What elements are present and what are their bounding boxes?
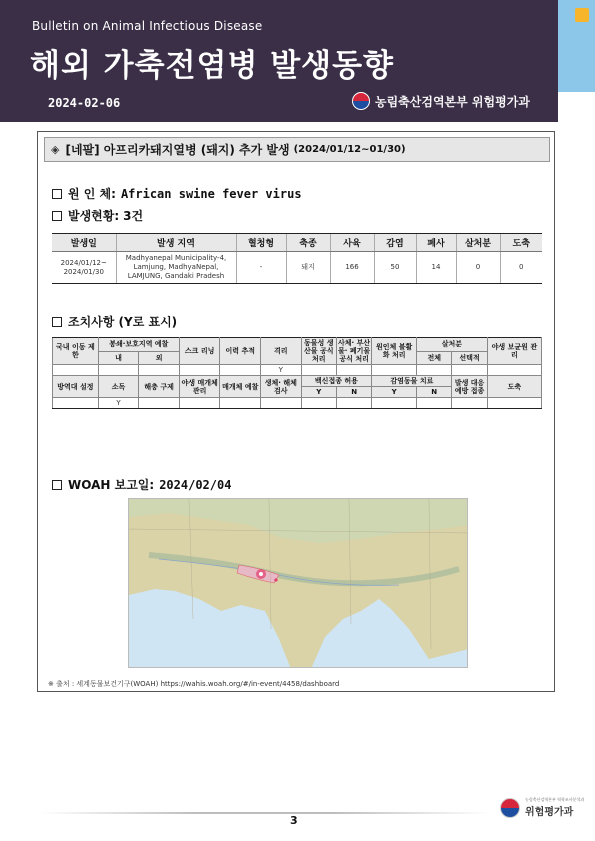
treatment-no: N [417, 387, 452, 398]
checkbox-square-icon [52, 189, 62, 199]
section-period: (2024/01/12~01/30) [293, 144, 406, 155]
vaccination-yes: Y [301, 387, 336, 398]
cell-date: 2024/01/12~ 2024/01/30 [52, 252, 116, 284]
value-cell [336, 365, 371, 376]
measure-outside: 외 [139, 351, 180, 365]
checkbox-square-icon [52, 211, 62, 221]
publish-date: 2024-02-06 [48, 96, 121, 110]
measure-inside: 내 [98, 351, 139, 365]
column-header: 폐사 [416, 234, 456, 252]
value-cell [372, 398, 417, 409]
measure-slaughter: 도축 [487, 376, 541, 398]
agency-name: 농림축산검역본부 위험평가과 [375, 94, 530, 109]
value-cell [98, 365, 139, 376]
outbreak-label: 발생현황: [68, 209, 120, 223]
section-header [44, 137, 550, 162]
header-accent-gap [558, 92, 595, 122]
woah-date: 2024/02/04 [159, 477, 232, 492]
outbreak-value: 3건 [123, 209, 144, 223]
measure-zone: 봉쇄·보호지역 예찰 [98, 338, 179, 352]
value-cell [301, 398, 336, 409]
outbreak-marker-small [274, 578, 277, 581]
measure-pathogen: 원인체 불활화 처리 [372, 338, 417, 365]
outbreak-marker-center [259, 572, 263, 576]
column-header: 발생일 [52, 234, 116, 252]
measure-border: 방역대 설정 [53, 376, 99, 398]
measures-label: 조치사항 (Y로 표시) [68, 315, 178, 329]
cell-region: Madhyanepal Municipality-4, Lamjung, MadhyaNepal, LAMJUNG, Gandaki Pradesh [116, 252, 236, 284]
value-cell [452, 365, 487, 376]
measure-vaccination: 백신접종 허용 [301, 376, 372, 387]
value-cell [261, 398, 302, 409]
map-graphic [129, 499, 468, 668]
value-cell [487, 398, 541, 409]
footer-divider [40, 812, 490, 814]
column-header: 감염 [374, 234, 416, 252]
measure-prevent-slaughter: 발생 대응 예방 접종 [452, 376, 487, 398]
footer-agency-small: 농림축산검역본부 역학조사분석과 [525, 797, 585, 802]
value-cell [179, 365, 220, 376]
measure-treatment: 감염동물 치료 [372, 376, 452, 387]
taeguk-icon [500, 798, 520, 818]
measure-wildlife: 야생 보균원 관리 [487, 338, 541, 365]
outbreak-table [52, 233, 542, 284]
corner-mark [575, 8, 589, 22]
measure-disinfection: 소독 [98, 376, 139, 398]
cause-label: 원 인 체: [68, 187, 116, 201]
measures-header-row-2 [53, 376, 542, 387]
value-cell [220, 398, 261, 409]
value-cell [417, 398, 452, 409]
report-card [37, 131, 555, 692]
cell-kept: 166 [330, 252, 374, 284]
measure-product: 동물성 생산물 공식 처리 [301, 338, 336, 365]
value-quarantine: Y [261, 365, 302, 376]
column-header: 사육 [330, 234, 374, 252]
value-cell [487, 365, 541, 376]
value-cell [53, 398, 99, 409]
column-header: 살처분 [456, 234, 500, 252]
woah-label: WOAH 보고일: [68, 478, 155, 492]
measure-culling: 살처분 [417, 338, 488, 352]
measures-value-row-2 [53, 398, 542, 409]
measures-table [52, 337, 542, 409]
cell-culled: 0 [456, 252, 500, 284]
column-header: 혈청형 [236, 234, 286, 252]
agency-logo [352, 92, 530, 110]
page-number: 3 [290, 814, 298, 827]
measure-carcass: 사체· 부산물· 폐기물 공식 처리 [338, 339, 371, 363]
page-title: 해외 가축전염병 발생동향 [30, 48, 394, 84]
woah-line [52, 476, 231, 493]
table-header-row [52, 234, 542, 252]
value-cell [139, 398, 180, 409]
checkbox-square-icon [52, 317, 62, 327]
measures-line [52, 313, 177, 330]
footer-agency-block [525, 797, 584, 818]
value-cell [336, 398, 371, 409]
value-cell [139, 365, 180, 376]
value-disinfection: Y [98, 398, 139, 409]
diamond-icon: ◈ [51, 143, 60, 156]
measure-cull-all: 전체 [417, 351, 452, 365]
value-cell [417, 365, 452, 376]
outbreak-map [128, 498, 468, 668]
cell-serotype: - [236, 252, 286, 284]
column-header: 도축 [500, 234, 542, 252]
value-cell [452, 398, 487, 409]
cell-infected: 50 [374, 252, 416, 284]
measures-value-row [53, 365, 542, 376]
measure-screening: 스크 리닝 [179, 338, 220, 365]
measure-pest: 해충 구제 [139, 376, 180, 398]
treatment-yes: Y [372, 387, 417, 398]
section-title: [네팔] 아프리카돼지열병 (돼지) 추가 발생 [65, 143, 290, 157]
column-header: 발생 지역 [116, 234, 236, 252]
measure-quarantine: 격리 [261, 338, 302, 365]
value-cell [53, 365, 99, 376]
measures-header-row [53, 338, 542, 352]
checkbox-square-icon [52, 480, 62, 490]
source-note: ※ 출처 : 세계동물보건기구(WOAH) https://wahis.woah.org/#/in-event/4458/dashboard [48, 680, 340, 688]
taeguk-icon [352, 92, 370, 110]
bulletin-label: Bulletin on Animal Infectious Disease [32, 19, 263, 33]
value-cell [220, 365, 261, 376]
value-cell [372, 365, 417, 376]
cell-slaughtered: 0 [500, 252, 542, 284]
vaccination-no: N [336, 387, 371, 398]
cause-line [52, 185, 302, 202]
measure-cull-selective: 선택적 [452, 351, 487, 365]
value-cell [301, 365, 336, 376]
cell-species: 돼지 [286, 252, 330, 284]
measure-wild-vector: 야생 매개체 관리 [179, 376, 220, 398]
table-row [52, 252, 542, 284]
outbreak-line [52, 207, 143, 224]
measure-biopsy: 생체· 해체 검사 [261, 376, 302, 398]
measure-tracing: 이력 추적 [220, 338, 261, 365]
column-header: 축종 [286, 234, 330, 252]
footer-logo [500, 797, 584, 818]
cell-died: 14 [416, 252, 456, 284]
value-cell [179, 398, 220, 409]
measure-domestic: 국내 이동 제한 [53, 338, 99, 365]
footer-agency: 위험평가과 [525, 807, 574, 818]
measure-vector-surv: 매개체 예찰 [220, 376, 261, 398]
cause-value: African swine fever virus [120, 186, 302, 201]
